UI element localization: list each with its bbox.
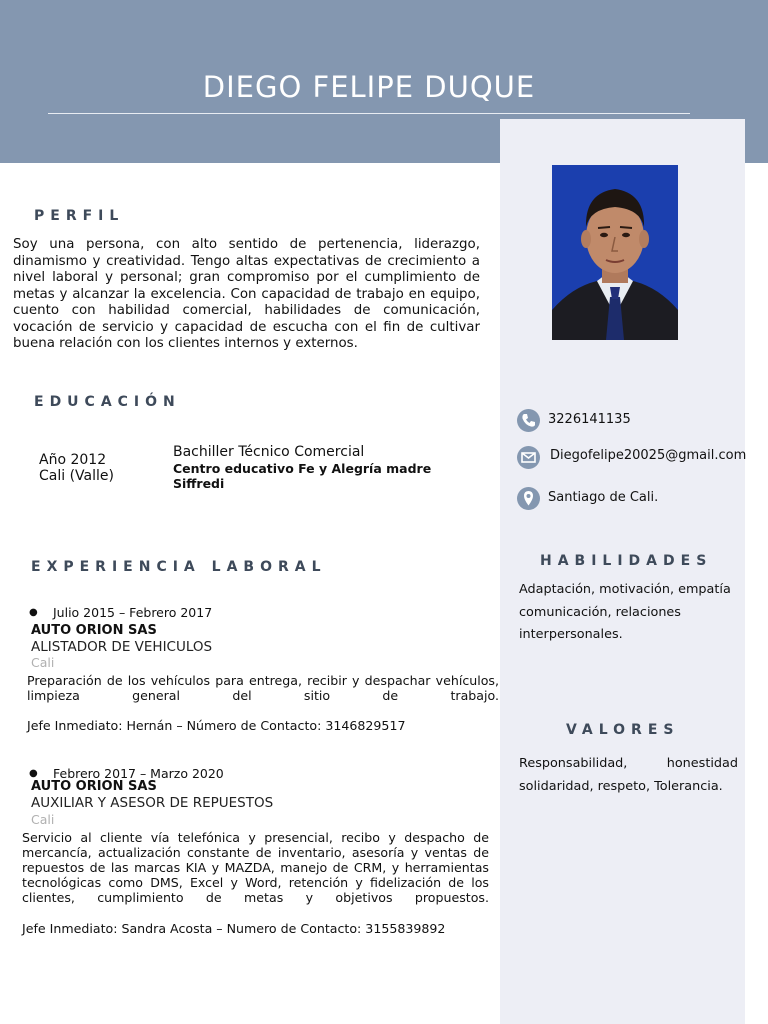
job-description: Servicio al cliente vía telefónica y presencial, recibo y despacho de mercancía, actualización constante de inventario, asesoría y ventas de repuestos de las marcas KIA y MAZDA, manejo de CRM, y herramientas tecnológicas como DMS, Excel y Word, retención y fidelización de los clientes, cumplimiento de metas y objetivos propuestos. xyxy=(22,830,489,905)
education-year: Año 2012 xyxy=(39,452,107,468)
educacion-title: EDUCACIÓN xyxy=(34,394,181,410)
job-city: Cali xyxy=(31,812,55,827)
habilidades-text: Adaptación, motivación, empatía comunicación, relaciones interpersonales. xyxy=(519,582,731,642)
valores-text: Responsabilidad, honestidad solidaridad, respeto, Tolerancia. xyxy=(519,756,738,794)
job-role: AUXILIAR Y ASESOR DE REPUESTOS xyxy=(31,795,274,811)
job-role: ALISTADOR DE VEHICULOS xyxy=(31,639,213,655)
bullet-icon: ● xyxy=(29,607,38,618)
habilidades-title: HABILIDADES xyxy=(540,553,713,569)
candidate-name: DIEGO FELIPE DUQUE xyxy=(202,70,536,104)
perfil-title: PERFIL xyxy=(34,208,125,224)
education-period xyxy=(39,452,114,484)
job-date: Febrero 2017 – Marzo 2020 xyxy=(53,766,224,781)
job-date: Julio 2015 – Febrero 2017 xyxy=(53,605,213,620)
contact-location: Santiago de Cali. xyxy=(548,490,659,505)
experiencia-title: EXPERIENCIA LABORAL xyxy=(31,559,327,575)
job-company: AUTO ORION SAS xyxy=(31,623,157,638)
education-degree: Bachiller Técnico Comercial xyxy=(173,444,365,460)
job-boss: Jefe Inmediato: Sandra Acosta – Numero de Contacto: 3155839892 xyxy=(22,921,446,936)
job-company: AUTO ORION SAS xyxy=(31,779,157,794)
email-icon xyxy=(517,446,540,469)
profile-photo xyxy=(552,165,678,340)
valores-title: VALORES xyxy=(566,722,680,738)
perfil-text: Soy una persona, con alto sentido de pertenencia, liderazgo, dinamismo y creatividad. Tengo altas expectativas de crecimiento a nivel laboral y personal; gran compromiso por el cumplimiento de metas y alcanzar la excelencia. Con capacidad de trabajo en equipo, cuento con habilidad comercial, habilidades de comunicación, vocación de servicio y capacidad de escucha con el fin de cultivar buena relación con los clientes internos y externos. xyxy=(13,237,480,351)
job-boss: Jefe Inmediato: Hernán – Número de Contacto: 3146829517 xyxy=(27,718,406,733)
bullet-icon: ● xyxy=(29,768,38,779)
contact-email: Diegofelipe20025@gmail.com xyxy=(550,448,747,463)
education-city: Cali (Valle) xyxy=(39,468,114,484)
name-divider xyxy=(48,113,690,114)
job-description: Preparación de los vehículos para entrega, recibir y despachar vehículos, limpieza general del sitio de trabajo. xyxy=(27,673,499,703)
location-icon xyxy=(517,487,540,510)
phone-icon xyxy=(517,409,540,432)
contact-phone: 3226141135 xyxy=(548,412,631,427)
education-school: Centro educativo Fe y Alegría madre Siffredi xyxy=(173,461,432,491)
job-city: Cali xyxy=(31,655,55,670)
